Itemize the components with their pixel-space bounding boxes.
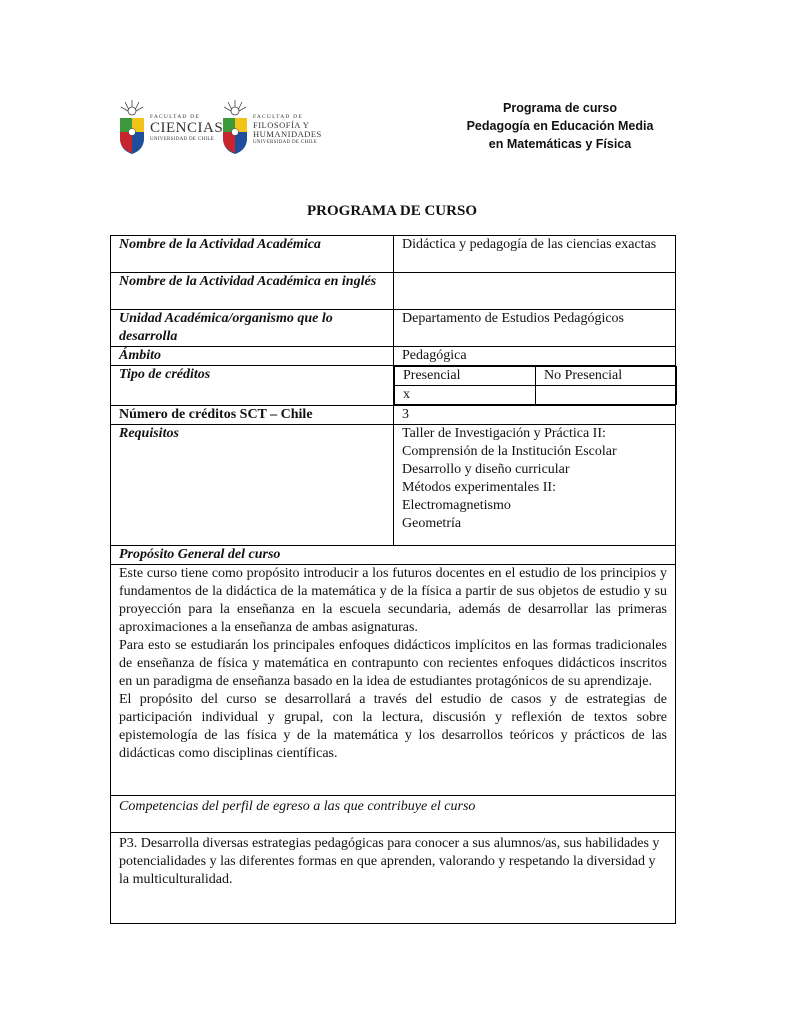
tipo-no-presencial: No Presencial	[536, 367, 677, 386]
competencias-text: P3. Desarrolla diversas estrategias pedagógicas para conocer a sus alumnos/as, sus habilidades y potencialidades y las diferentes formas en que aprenden, valorando y respetando la diversidad y la multiculturalidad.	[111, 833, 676, 924]
row-creditos	[111, 406, 676, 425]
logo-filo-line2: HUMANIDADES	[253, 129, 322, 139]
label-competencias: Competencias del perfil de egreso a las que contribuye el curso	[111, 796, 676, 833]
requisito-item: Métodos experimentales II:	[402, 480, 556, 495]
course-program-table	[110, 235, 676, 924]
row-unidad	[111, 310, 676, 347]
value-creditos: 3	[394, 406, 676, 425]
logo-filo-small: FACULTAD DE	[253, 114, 303, 120]
value-nombre: Didáctica y pedagogía de las ciencias exactas	[394, 236, 676, 273]
requisito-item: Taller de Investigación y Práctica II:	[402, 426, 606, 441]
proposito-paragraph: Este curso tiene como propósito introducir a los futuros docentes en el estudio de los principios y fundamentos de la didáctica de la matemática y de la física a partir de sus objetos de estudio y su proyección para la enseñanza en la escuela secundaria, además de desarrollar las primeras aproximaciones a la enseñanza de ambas asignaturas.	[119, 566, 667, 635]
label-nombre: Nombre de la Actividad Académica	[111, 236, 394, 273]
logo-ciencias-uni: UNIVERSIDAD DE CHILE	[150, 137, 215, 142]
value-nombre-ingles	[394, 273, 676, 310]
value-requisitos	[394, 425, 676, 546]
header-line-1: Programa de curso	[503, 101, 617, 115]
logo-ciencias-small: FACULTAD DE	[150, 114, 200, 120]
label-requisitos: Requisitos	[111, 425, 394, 546]
tipo-presencial-mark: x	[395, 386, 536, 405]
document-title: PROGRAMA DE CURSO	[306, 203, 477, 219]
program-header	[430, 99, 690, 153]
row-requisitos	[111, 425, 676, 546]
proposito-text	[111, 565, 676, 796]
logo-facultad-ciencias	[117, 98, 223, 156]
row-competencias-label	[111, 796, 676, 833]
requisito-item: Comprensión de la Institución Escolar	[402, 444, 617, 459]
logo-filo-line1: FILOSOFÍA Y	[253, 120, 310, 130]
label-proposito: Propósito General del curso	[111, 546, 676, 565]
row-proposito-label	[111, 546, 676, 565]
logo-filo-uni: UNIVERSIDAD DE CHILE	[253, 140, 318, 145]
row-proposito-text	[111, 565, 676, 796]
row-nombre-ingles	[111, 273, 676, 310]
label-unidad: Unidad Académica/organismo que lo desarrolla	[111, 310, 394, 347]
row-nombre	[111, 236, 676, 273]
tipo-creditos-subtable	[394, 366, 677, 405]
logo-facultad-filosofia	[220, 98, 322, 156]
requisito-item: Desarrollo y diseño curricular	[402, 462, 570, 477]
tipo-presencial: Presencial	[395, 367, 536, 386]
proposito-paragraph: Para esto se estudiarán los principales enfoques didácticos implícitos en las formas tradicionales de enseñanza de física y matemática en contrapunto con recientes enfoques didácticos inscritos en un paradigma de enseñanza basado en la idea de estudiantes protagónicos de su aprendizaje.	[119, 638, 667, 689]
row-tipo-creditos	[111, 366, 676, 406]
label-creditos: Número de créditos SCT – Chile	[111, 406, 394, 425]
university-crest-icon	[117, 98, 147, 156]
requisito-item: Electromagnetismo	[402, 498, 511, 513]
value-ambito: Pedagógica	[394, 347, 676, 366]
row-ambito	[111, 347, 676, 366]
logo-ciencias-big: CIENCIAS	[150, 120, 224, 136]
university-crest-icon	[220, 98, 250, 156]
proposito-paragraph: El propósito del curso se desarrollará a través del estudio de casos y de estrategias de participación individual y grupal, con la lectura, discusión y reflexión de textos sobre epistemología de las física y de la matemática y los desarrollos teóricos y prácticos de las didácticas como disciplinas científicas.	[119, 692, 667, 761]
value-unidad: Departamento de Estudios Pedagógicos	[394, 310, 676, 347]
header-line-3: en Matemáticas y Física	[488, 137, 632, 151]
label-nombre-ingles: Nombre de la Actividad Académica en inglés	[111, 273, 394, 310]
label-ambito: Ámbito	[111, 347, 394, 366]
tipo-no-presencial-mark	[536, 386, 677, 405]
row-competencias-text	[111, 833, 676, 924]
header-line-2: Pedagogía en Educación Media	[466, 119, 654, 133]
requisito-item: Geometría	[402, 516, 462, 531]
label-tipo-creditos: Tipo de créditos	[111, 366, 394, 406]
